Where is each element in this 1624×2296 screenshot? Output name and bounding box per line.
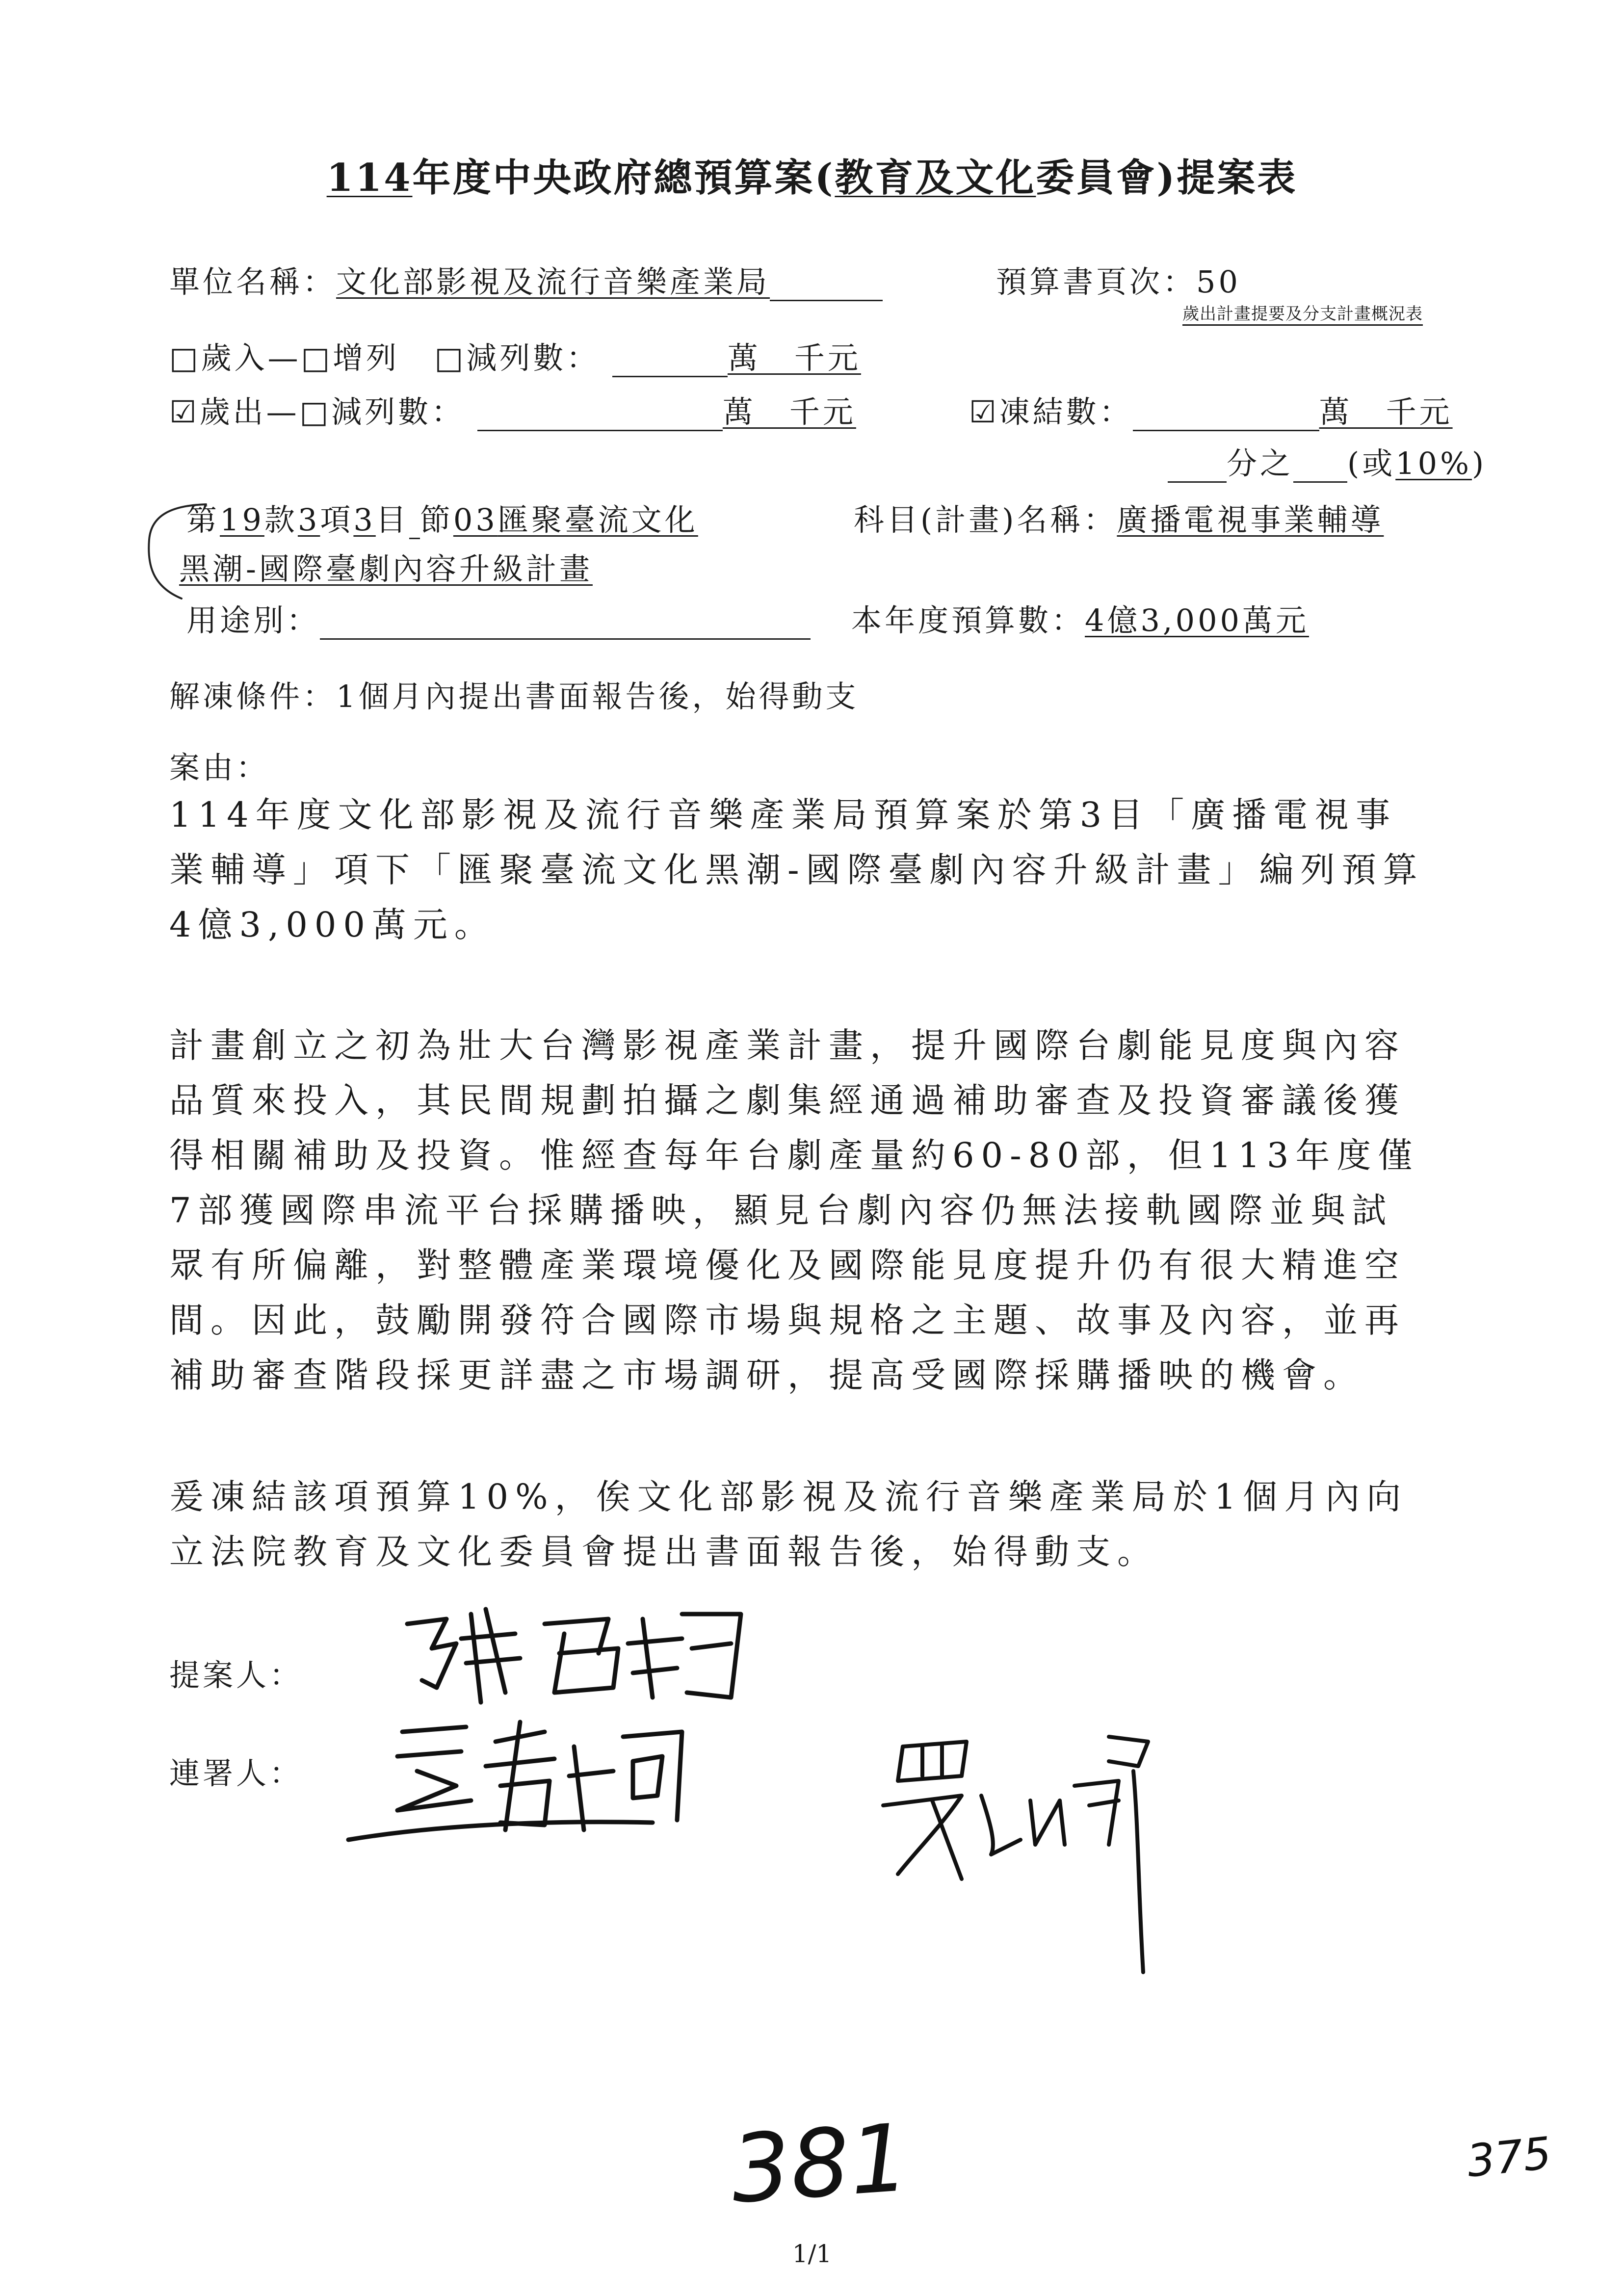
unit-value: 文化部影視及流行音樂產業局 xyxy=(336,264,770,300)
mu-number: 3 xyxy=(353,502,376,538)
reason-line: 計畫創立之初為壯大台灣影視產業計畫，提升國際台劇能見度與內容 xyxy=(169,1025,1406,1066)
revenue-units: 萬 千元 xyxy=(727,340,861,376)
fraction-paren-close: ) xyxy=(1472,445,1487,481)
subject-value: 廣播電視事業輔導 xyxy=(1117,502,1384,538)
usage-row xyxy=(186,596,811,640)
jie-blank xyxy=(409,513,420,539)
budget-page-value: 50 xyxy=(1196,264,1241,300)
reason-line: 眾有所偏離，對整體產業環境優化及國際能見度提升仍有很大精進空 xyxy=(169,1245,1406,1285)
budget-amount-value: 4億3,000萬元 xyxy=(1085,602,1309,638)
fraction-denominator-blank xyxy=(1293,452,1347,483)
budget-amount-row xyxy=(851,596,1309,640)
expense-units: 萬 千元 xyxy=(722,394,856,430)
expense-row xyxy=(169,388,856,431)
proposer-label: 提案人： xyxy=(169,1657,303,1693)
kuan-label: 款 xyxy=(264,502,298,538)
handwritten-bracket-mark xyxy=(142,500,211,603)
fraction-numerator-blank xyxy=(1168,452,1227,483)
title-committee: 教育及文化 xyxy=(835,156,1036,200)
freeze-row xyxy=(969,388,1453,431)
budget-page-row xyxy=(996,258,1241,301)
xiang-number: 3 xyxy=(297,502,320,538)
reason-line: 立法院教育及文化委員會提出書面報告後，始得動支。 xyxy=(169,1532,1158,1572)
plan-code: 03 xyxy=(453,502,498,538)
fraction-percent: 10% xyxy=(1395,445,1472,481)
reason-line: 114年度文化部影視及流行音樂產業局預算案於第3目「廣播電視事 xyxy=(169,795,1397,835)
reason-line: 爰凍結該項預算10%，俟文化部影視及流行音樂產業局於1個月內向 xyxy=(169,1477,1408,1517)
reason-line: 業輔導」項下「匯聚臺流文化黑潮-國際臺劇內容升級計畫」編列預算 xyxy=(169,850,1424,890)
revenue-checkbox: □歲入—□增列 xyxy=(169,340,400,376)
kuan-prefix: 第 xyxy=(186,502,220,538)
cosigner-label: 連署人： xyxy=(169,1755,303,1791)
budget-item-row xyxy=(186,496,698,539)
fraction-paren-open: (或 xyxy=(1347,445,1396,481)
expense-checkbox: ☑歲出—□減列數： xyxy=(169,394,465,430)
cosigner-signature-2 xyxy=(844,1727,1178,1992)
revenue-reduce-label: □減列數： xyxy=(434,340,600,376)
unit-fill-line xyxy=(770,270,883,301)
kuan-number: 19 xyxy=(220,502,264,538)
title-year: 114 xyxy=(326,156,413,200)
footer-page-number: 1/1 xyxy=(792,2240,832,2268)
fraction-row xyxy=(1168,439,1487,483)
cosigner-signature-1 xyxy=(339,1712,810,1869)
usage-blank xyxy=(320,609,811,640)
xiang-label: 項 xyxy=(320,502,354,538)
revenue-wan-blank xyxy=(612,346,728,377)
title-part-2: 委員會)提案表 xyxy=(1036,156,1298,200)
reason-line: 品質來投入，其民間規劃拍攝之劇集經通過補助審查及投資審議後獲 xyxy=(169,1080,1406,1121)
subject-row xyxy=(854,496,1384,539)
freeze-checkbox: ☑凍結數： xyxy=(969,394,1133,430)
reason-label: 案由： xyxy=(169,750,270,785)
mu-label: 目 xyxy=(375,502,409,538)
jie-label: 節 xyxy=(419,502,453,538)
unfreeze-condition: 解凍條件：1個月內提出書面報告後，始得動支 xyxy=(169,678,859,714)
budget-page-label: 預算書頁次： xyxy=(996,264,1197,300)
revenue-row xyxy=(169,334,861,377)
reason-paragraph-3 xyxy=(169,1469,1494,1579)
subject-label: 科目(計畫)名稱： xyxy=(854,502,1117,538)
freeze-units: 萬 千元 xyxy=(1319,394,1453,430)
fraction-fen: 分之 xyxy=(1227,445,1294,481)
plan-name-line-1: 匯聚臺流文化 xyxy=(498,502,698,538)
document-title xyxy=(0,147,1624,202)
title-part-1: 年度中央政府總預算案( xyxy=(412,156,835,200)
reason-line: 7部獲國際串流平台採購播映，顯見台劇內容仍無法接軌國際並與試 xyxy=(169,1190,1393,1230)
reason-line: 間。因此，鼓勵開發符合國際市場與規格之主題、故事及內容，並再 xyxy=(169,1300,1406,1340)
usage-label: 用途別： xyxy=(186,602,320,638)
plan-name-line-2: 黑潮-國際臺劇內容升級計畫 xyxy=(179,551,593,587)
reason-line: 補助審查階段採更詳盡之市場調研，提高受國際採購播映的機會。 xyxy=(169,1355,1364,1395)
handwritten-page-number: 381 xyxy=(727,2103,913,2224)
handwritten-corner-number: 375 xyxy=(1464,2127,1554,2188)
budget-amount-label: 本年度預算數： xyxy=(851,602,1085,638)
unit-label: 單位名稱： xyxy=(169,264,337,300)
reason-line: 得相關補助及投資。惟經查每年台劇產量約60-80部，但113年度僅 xyxy=(169,1135,1419,1175)
freeze-wan-blank xyxy=(1133,400,1319,431)
proposer-signature xyxy=(388,1594,760,1722)
reason-paragraph-2 xyxy=(169,1018,1494,1403)
unit-row xyxy=(169,258,883,301)
expense-wan-blank xyxy=(477,400,723,431)
reason-paragraph-1 xyxy=(169,787,1494,952)
reason-line: 4億3,000萬元。 xyxy=(169,905,496,945)
budget-page-note: 歲出計畫提要及分支計畫概況表 xyxy=(1182,304,1423,324)
